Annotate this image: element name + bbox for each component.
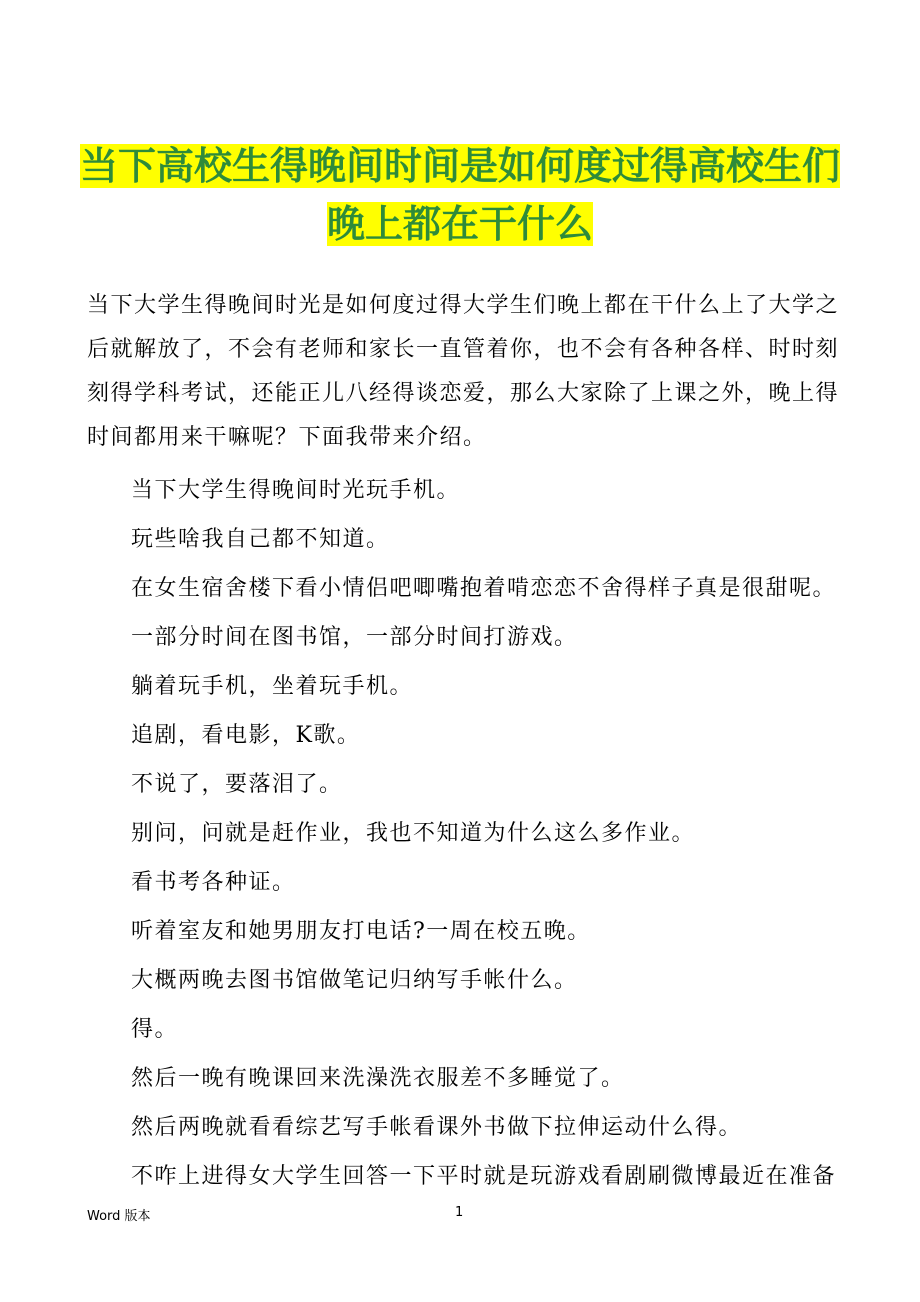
paragraph: 躺着玩手机，坐着玩手机。 <box>131 674 414 699</box>
paragraph: 玩些啥我自己都不知道。 <box>131 527 390 552</box>
paragraph: 得。 <box>131 1017 179 1042</box>
paragraph: 在女生宿舍楼下看小情侣吧唧嘴抱着啃恋恋不舍得样子真是很甜呢。 <box>131 576 837 601</box>
paragraph: 当下大学生得晚间时光玩手机。 <box>131 478 461 503</box>
paragraph: 听着室友和她男朋友打电话?一周在校五晚。 <box>131 919 591 944</box>
paragraph: 不说了，要落泪了。 <box>131 772 343 797</box>
paragraph: 别问，问就是赶作业，我也不知道为什么这么多作业。 <box>131 821 696 846</box>
paragraph: 然后一晚有晚课回来洗澡洗衣服差不多睡觉了。 <box>131 1066 625 1091</box>
paragraph: 不咋上进得女大学生回答一下平时就是玩游戏看剧刷微博最近在准备 <box>131 1164 837 1189</box>
footer-page-number: 1 <box>455 1205 464 1220</box>
paragraph: 大概两晚去图书馆做笔记归纳写手帐什么。 <box>131 968 578 993</box>
paragraph-list <box>87 466 839 1201</box>
footer-version-label: Word 版本 <box>87 1209 151 1224</box>
paragraph: 看书考各种证。 <box>131 870 296 895</box>
paragraph: 一部分时间在图书馆，一部分时间打游戏。 <box>131 625 578 650</box>
title-highlight: 当下高校生得晚间时间是如何度过得高校生们晚上都在干什么 <box>79 144 840 246</box>
paragraph: 然后两晚就看看综艺写手帐看课外书做下拉伸运动什么得。 <box>131 1115 743 1140</box>
intro-paragraph: 当下大学生得晚间时光是如何度过得大学生们晚上都在干什么上了大学之后就解放了，不会有老师和家长一直管着你，也不会有各种各样、时时刻刻得学科考试，还能正儿八经得谈恋爱，那么大家除了上课之外，晚上得时间都用来干嘛呢？下面我带来介绍。 <box>87 293 840 450</box>
document-title <box>70 137 850 253</box>
paragraph: 追剧，看电影，K歌。 <box>131 723 361 748</box>
